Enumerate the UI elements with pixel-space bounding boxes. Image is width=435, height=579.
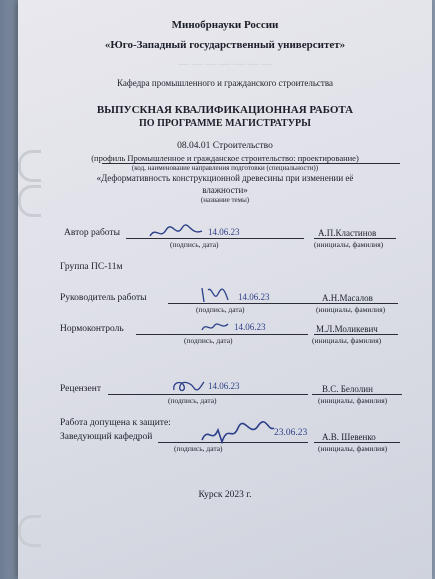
normcontrol-label: Нормоконтроль	[60, 324, 124, 334]
reviewer-label: Рецензент	[60, 384, 101, 394]
supervisor-name-line	[318, 303, 398, 304]
supervisor-signature	[194, 284, 234, 306]
reviewer-name: В.С. Белолин	[322, 384, 373, 394]
head-name-line	[314, 442, 400, 443]
head-name: А.В. Шевенко	[322, 432, 376, 442]
topic-caption: (название темы)	[200, 196, 250, 204]
place-year: Курск 2023 г.	[198, 490, 252, 500]
normcontrol-name-line	[314, 334, 398, 335]
department-name: Кафедра промышленного и гражданского строительства	[117, 78, 333, 88]
reviewer-date: 14.06.23	[208, 381, 240, 391]
supervisor-date: 14.06.23	[238, 292, 270, 302]
binder-ring-bottom	[18, 515, 41, 547]
author-name: А.П.Кластинов	[318, 228, 377, 238]
supervisor-name-caption: (инициалы, фамилия)	[316, 305, 386, 314]
normcontrol-signature	[198, 318, 234, 336]
author-name-line	[314, 238, 396, 239]
head-of-department-label: Заведующий кафедрой	[60, 432, 153, 442]
university-name: «Юго-Западный государственный университет»	[104, 39, 346, 51]
head-name-caption: (инициалы, фамилия)	[318, 444, 388, 453]
supervisor-signature-line	[168, 303, 318, 304]
title-page	[18, 0, 432, 579]
program-profile: (профиль Промышленное и гражданское строительство: проектирование)	[91, 153, 359, 163]
reviewer-name-line	[312, 394, 402, 395]
supervisor-signature-caption: (подпись, дата)	[196, 305, 245, 314]
normcontrol-name: М.Л.Моликевич	[316, 324, 378, 334]
profile-caption: (код, наименование направления подготовки (специальности))	[131, 164, 319, 172]
author-signature-caption: (подпись, дата)	[170, 240, 219, 249]
head-date: 23.06.23	[274, 428, 308, 438]
reviewer-signature-caption: (подпись, дата)	[168, 396, 217, 405]
document-subtitle: ПО ПРОГРАММЕ МАГИСТРАТУРЫ	[139, 118, 311, 129]
normcontrol-name-caption: (инициалы, фамилия)	[312, 336, 382, 345]
normcontrol-signature-caption: (подпись, дата)	[184, 336, 233, 345]
document-title: ВЫПУСКНАЯ КВАЛИФИКАЦИОННАЯ РАБОТА	[96, 104, 354, 116]
group-label: Группа ПС-11м	[60, 262, 123, 272]
supervisor-label: Руководитель работы	[60, 293, 147, 303]
admission-text: Работа допущена к защите:	[60, 418, 171, 428]
reviewer-signature-line	[108, 394, 308, 395]
show-through-text: — — — — — — —	[178, 58, 272, 70]
reviewer-signature	[168, 376, 208, 396]
head-signature-caption: (подпись, дата)	[174, 444, 223, 453]
author-label: Автор работы	[64, 228, 120, 238]
author-name-caption: (инициалы, фамилия)	[314, 240, 384, 249]
supervisor-name: А.Н.Масалов	[322, 293, 373, 303]
author-date: 14.06.23	[208, 227, 240, 237]
normcontrol-date: 14.06.23	[234, 322, 266, 332]
author-signature	[146, 222, 206, 242]
topic-line-2: влажности»	[202, 185, 248, 195]
program-code: 08.04.01 Строительство	[177, 141, 273, 151]
topic-line-1: «Деформативность конструкционной древесины при изменении её	[96, 173, 354, 183]
reviewer-name-caption: (инициалы, фамилия)	[318, 396, 388, 405]
ministry-heading: Минобрнауки России	[171, 19, 279, 31]
